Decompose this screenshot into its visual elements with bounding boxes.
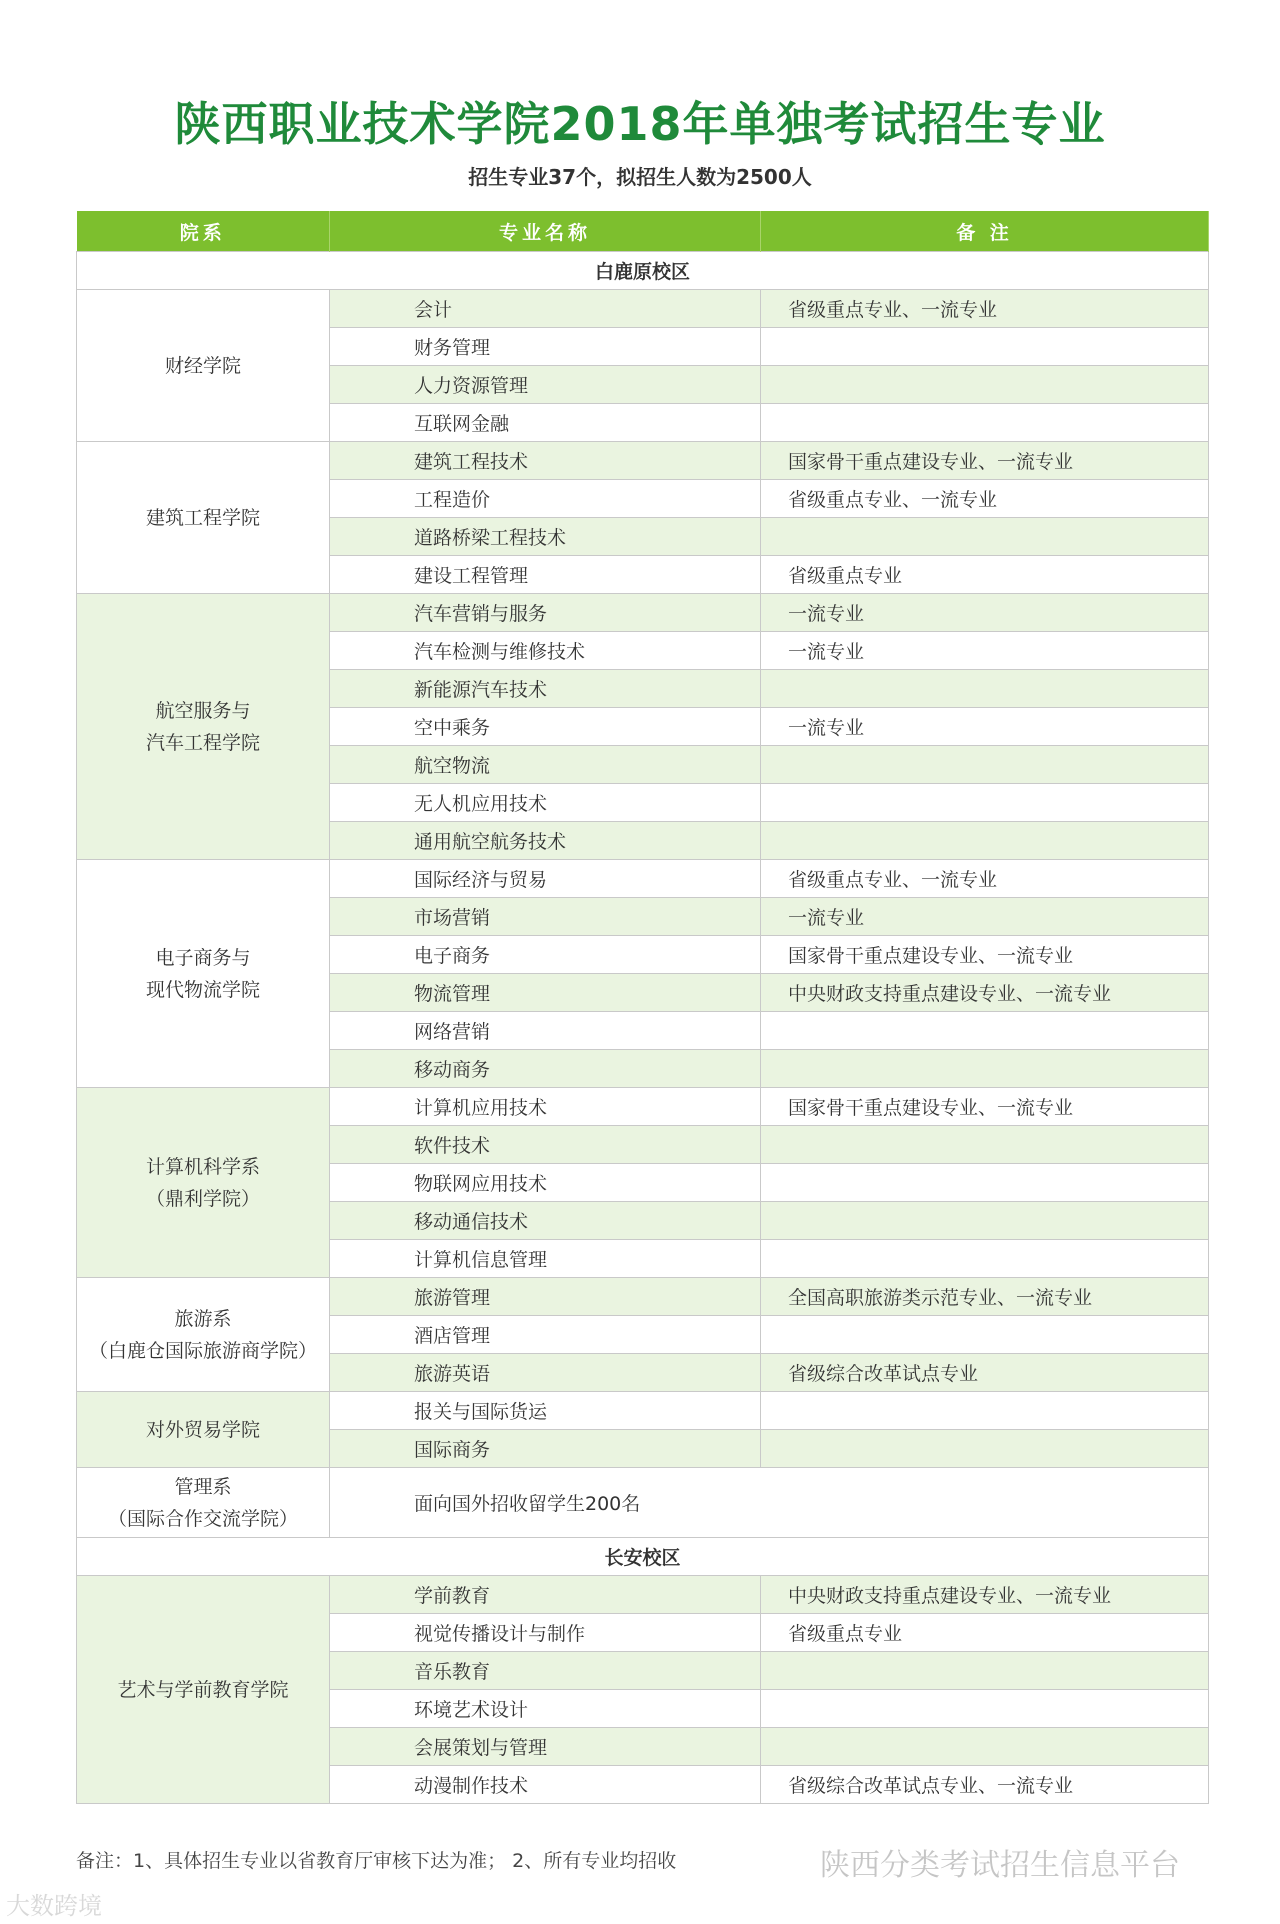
major-name: 新能源汽车技术 [330, 670, 761, 708]
major-name: 航空物流 [330, 746, 761, 784]
major-name: 计算机应用技术 [330, 1088, 761, 1126]
major-note: 省级重点专业 [761, 1614, 1209, 1652]
department-name: 建筑工程学院 [77, 442, 330, 594]
department-name: 电子商务与 现代物流学院 [77, 860, 330, 1088]
table-row [77, 594, 1209, 632]
major-name: 道路桥梁工程技术 [330, 518, 761, 556]
major-name: 会计 [330, 290, 761, 328]
major-name: 国际商务 [330, 1430, 761, 1468]
major-name: 财务管理 [330, 328, 761, 366]
table-row [77, 1576, 1209, 1614]
major-name: 通用航空航务技术 [330, 822, 761, 860]
department-name: 对外贸易学院 [77, 1392, 330, 1468]
major-name: 建筑工程技术 [330, 442, 761, 480]
major-note: 一流专业 [761, 898, 1209, 936]
table-row [77, 442, 1209, 480]
major-name: 音乐教育 [330, 1652, 761, 1690]
major-note [761, 1012, 1209, 1050]
major-note [761, 1164, 1209, 1202]
major-note [761, 1316, 1209, 1354]
major-name: 汽车检测与维修技术 [330, 632, 761, 670]
major-name: 无人机应用技术 [330, 784, 761, 822]
major-note [761, 1728, 1209, 1766]
major-note [761, 328, 1209, 366]
major-name: 报关与国际货运 [330, 1392, 761, 1430]
major-name: 建设工程管理 [330, 556, 761, 594]
major-note [761, 670, 1209, 708]
majors-table [76, 211, 1209, 1804]
major-name: 旅游管理 [330, 1278, 761, 1316]
major-note: 一流专业 [761, 632, 1209, 670]
major-name: 动漫制作技术 [330, 1766, 761, 1804]
major-name: 学前教育 [330, 1576, 761, 1614]
major-note [761, 1050, 1209, 1088]
major-note: 省级综合改革试点专业、一流专业 [761, 1766, 1209, 1804]
major-name: 软件技术 [330, 1126, 761, 1164]
major-note [761, 1240, 1209, 1278]
major-note: 一流专业 [761, 708, 1209, 746]
major-note: 国家骨干重点建设专业、一流专业 [761, 1088, 1209, 1126]
table-header-row [77, 211, 1209, 252]
major-name: 空中乘务 [330, 708, 761, 746]
department-name: 艺术与学前教育学院 [77, 1576, 330, 1804]
page-title: 陕西职业技术学院2018年单独考试招生专业 [174, 97, 1106, 151]
department-name: 计算机科学系 （鼎利学院） [77, 1088, 330, 1278]
brand-watermark: 大数跨境 [6, 1892, 102, 1920]
major-note [761, 1392, 1209, 1430]
footnote: 备注：1、具体招生专业以省教育厅审核下达为准； 2、所有专业均招收 [76, 1850, 677, 1872]
header-department: 院系 [77, 211, 330, 252]
major-note: 国家骨干重点建设专业、一流专业 [761, 936, 1209, 974]
major-name: 互联网金融 [330, 404, 761, 442]
table-row [77, 290, 1209, 328]
major-note: 中央财政支持重点建设专业、一流专业 [761, 1576, 1209, 1614]
major-name: 物联网应用技术 [330, 1164, 761, 1202]
department-name: 管理系 （国际合作交流学院） [77, 1468, 330, 1538]
major-note [761, 822, 1209, 860]
major-note [761, 1202, 1209, 1240]
major-name: 网络营销 [330, 1012, 761, 1050]
major-note [761, 1430, 1209, 1468]
major-note: 省级重点专业、一流专业 [761, 860, 1209, 898]
major-note: 省级综合改革试点专业 [761, 1354, 1209, 1392]
major-note [761, 1126, 1209, 1164]
major-note: 省级重点专业、一流专业 [761, 480, 1209, 518]
major-note [761, 1690, 1209, 1728]
major-name: 人力资源管理 [330, 366, 761, 404]
merged-note: 面向国外招收留学生200名 [330, 1468, 1209, 1538]
major-note [761, 518, 1209, 556]
major-name: 电子商务 [330, 936, 761, 974]
campus-name: 长安校区 [77, 1538, 1209, 1576]
department-name: 旅游系 （白鹿仓国际旅游商学院） [77, 1278, 330, 1392]
major-name: 市场营销 [330, 898, 761, 936]
major-note [761, 366, 1209, 404]
campus-row [77, 1538, 1209, 1576]
table-row [77, 1278, 1209, 1316]
major-name: 移动商务 [330, 1050, 761, 1088]
campus-name: 白鹿原校区 [77, 252, 1209, 290]
table-row [77, 1088, 1209, 1126]
major-note: 国家骨干重点建设专业、一流专业 [761, 442, 1209, 480]
platform-watermark: 陕西分类考试招生信息平台 [820, 1848, 1180, 1883]
major-name: 国际经济与贸易 [330, 860, 761, 898]
major-note [761, 784, 1209, 822]
major-name: 会展策划与管理 [330, 1728, 761, 1766]
major-name: 移动通信技术 [330, 1202, 761, 1240]
major-name: 计算机信息管理 [330, 1240, 761, 1278]
major-name: 视觉传播设计与制作 [330, 1614, 761, 1652]
header-note: 备 注 [761, 211, 1209, 252]
major-note: 一流专业 [761, 594, 1209, 632]
major-name: 旅游英语 [330, 1354, 761, 1392]
major-name: 物流管理 [330, 974, 761, 1012]
page-subtitle: 招生专业37个，拟招生人数为2500人 [468, 165, 812, 189]
major-note [761, 404, 1209, 442]
major-name: 工程造价 [330, 480, 761, 518]
major-name: 环境艺术设计 [330, 1690, 761, 1728]
table-row [77, 1468, 1209, 1538]
major-note [761, 1652, 1209, 1690]
major-note: 省级重点专业 [761, 556, 1209, 594]
major-name: 汽车营销与服务 [330, 594, 761, 632]
major-note: 中央财政支持重点建设专业、一流专业 [761, 974, 1209, 1012]
table-row [77, 860, 1209, 898]
major-note [761, 746, 1209, 784]
table-row [77, 1392, 1209, 1430]
major-note: 全国高职旅游类示范专业、一流专业 [761, 1278, 1209, 1316]
department-name: 财经学院 [77, 290, 330, 442]
header-major: 专业名称 [330, 211, 761, 252]
department-name: 航空服务与 汽车工程学院 [77, 594, 330, 860]
major-note: 省级重点专业、一流专业 [761, 290, 1209, 328]
campus-row [77, 252, 1209, 290]
major-name: 酒店管理 [330, 1316, 761, 1354]
